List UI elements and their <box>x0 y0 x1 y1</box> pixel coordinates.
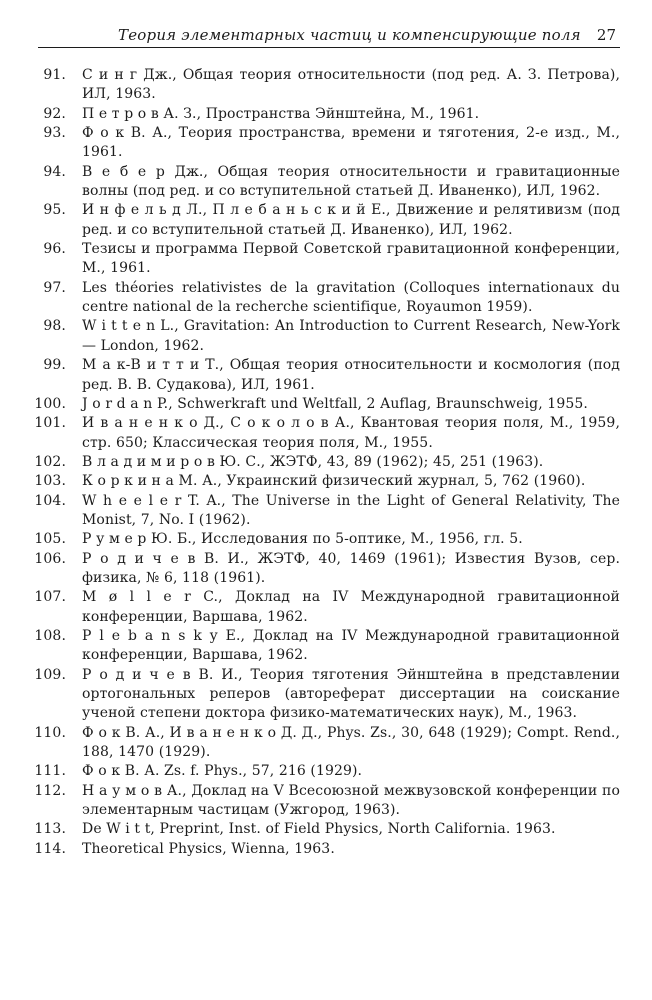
reference-text: И в а н е н к о Д., С о к о л о в А., Квантовая теория поля, М., 1959, стр. 650; Классическая теория поля, М., 1955. <box>82 415 620 451</box>
reference-number: 107. <box>34 589 66 606</box>
reference-text: M ø l l e r C., Доклад на IV Международной гравитационной конференции, Варшава, 1962. <box>82 589 620 625</box>
reference-number: 111. <box>34 763 66 780</box>
reference-text: Р о д и ч е в В. И., Теория тяготения Эйнштейна в представлении ортогональных реперов (автореферат диссертации на соискание ученой степени доктора физико-математических наук), М., 1963. <box>82 666 620 722</box>
reference-text: Theoretical Physics, Wienna, 1963. <box>82 840 335 857</box>
reference-text: С и н г Дж., Общая теория относительности (под ред. А. З. Петрова), ИЛ, 1963. <box>82 67 620 103</box>
running-title: Теория элементарных частиц и компенсирующие поля <box>118 26 581 44</box>
reference-number: 103. <box>34 473 66 490</box>
reference-number: 98. <box>43 318 66 335</box>
reference-number: 93. <box>43 125 66 142</box>
reference-number: 96. <box>43 241 66 258</box>
reference-item <box>30 492 620 531</box>
reference-text: В л а д и м и р о в Ю. С., ЖЭТФ, 43, 89 (1962); 45, 251 (1963). <box>82 453 544 470</box>
reference-item <box>30 820 620 839</box>
reference-item <box>30 66 620 105</box>
reference-text: W i t t e n L., Gravitation: An Introduction to Current Research, New-York — London, 1962. <box>82 318 620 354</box>
reference-number: 114. <box>34 840 66 857</box>
reference-text: П е т р о в А. З., Пространства Эйнштейна, М., 1961. <box>82 105 480 122</box>
reference-text: В е б е р Дж., Общая теория относительности и гравитационные волны (под ред. и со вступительной статьей Д. Иваненко), ИЛ, 1962. <box>82 163 620 200</box>
reference-item <box>30 840 620 859</box>
reference-item <box>30 395 620 414</box>
reference-item <box>30 627 620 666</box>
reference-number: 92. <box>43 105 66 122</box>
reference-list <box>30 66 620 859</box>
reference-item <box>30 472 620 491</box>
reference-number: 106. <box>34 550 66 567</box>
reference-number: 108. <box>34 627 66 644</box>
reference-text: Тезисы и программа Первой Советской гравитационной конференции, М., 1961. <box>82 241 620 277</box>
reference-text: Ф о к В. А. Zs. f. Phys., 57, 216 (1929). <box>82 763 363 780</box>
reference-item <box>30 453 620 472</box>
reference-text: К о р к и н а М. А., Украинский физический журнал, 5, 762 (1960). <box>82 473 586 490</box>
reference-item <box>30 666 620 724</box>
reference-item <box>30 279 620 318</box>
reference-item <box>30 317 620 356</box>
reference-number: 101. <box>34 415 66 432</box>
reference-number: 110. <box>34 724 66 741</box>
reference-item <box>30 356 620 395</box>
reference-text: Ф о к В. А., Теория пространства, времени и тяготения, 2-е изд., М., 1961. <box>82 125 620 161</box>
running-head <box>38 26 620 46</box>
reference-item <box>30 588 620 627</box>
reference-number: 104. <box>34 492 66 509</box>
reference-number: 99. <box>43 357 66 374</box>
reference-text: J o r d a n P., Schwerkraft und Weltfall, 2 Auflag, Braunschweig, 1955. <box>82 395 588 412</box>
reference-item <box>30 724 620 763</box>
reference-item <box>30 240 620 279</box>
reference-text: Les théories relativistes de la gravitation (Colloques internationaux du centre national de la recherche scientifique, Royaumon 1959). <box>82 279 620 316</box>
reference-number: 95. <box>43 202 66 219</box>
reference-item <box>30 550 620 589</box>
reference-number: 109. <box>34 666 66 683</box>
reference-item <box>30 414 620 453</box>
reference-text: De W i t t, Preprint, Inst. of Field Physics, North California. 1963. <box>82 821 556 838</box>
reference-number: 105. <box>34 531 66 548</box>
reference-number: 102. <box>34 453 66 470</box>
reference-number: 100. <box>34 395 66 412</box>
reference-number: 94. <box>43 163 66 180</box>
reference-text: W h e e l e r T. A., The Universe in the Light of General Relativity, The Monist, 7, No. I (1962). <box>82 492 620 528</box>
reference-number: 91. <box>43 67 66 83</box>
page-number: 27 <box>596 26 616 44</box>
reference-item <box>30 762 620 781</box>
reference-number: 112. <box>34 782 66 799</box>
reference-item <box>30 782 620 821</box>
reference-text: Ф о к В. А., И в а н е н к о Д. Д., Phys. Zs., 30, 648 (1929); Compt. Rend., 188, 1470 (1929). <box>82 724 620 761</box>
header-rule <box>38 47 620 48</box>
reference-item <box>30 124 620 163</box>
reference-item <box>30 530 620 549</box>
reference-text: Н а у м о в А., Доклад на V Всесоюзной межвузовской конференции по элементарным частицам (Ужгород, 1963). <box>82 782 620 819</box>
reference-text: P l e b a n s k y E., Доклад на IV Международной гравитационной конференции, Варшава, 1962. <box>82 627 620 664</box>
reference-item <box>30 163 620 202</box>
reference-text: И н ф е л ь д Л., П л е б а н ь с к и й Е., Движение и релятивизм (под ред. и со вступительной статьей Д. Иваненко), ИЛ, 1962. <box>82 202 620 238</box>
reference-number: 113. <box>34 821 66 838</box>
reference-text: Р о д и ч е в В. И., ЖЭТФ, 40, 1469 (1961); Известия Вузов, сер. физика, № 6, 118 (1961). <box>82 550 620 586</box>
reference-text: М а к-В и т т и Т., Общая теория относительности и космология (под ред. В. В. Судакова), ИЛ, 1961. <box>82 357 620 393</box>
reference-text: Р у м е р Ю. Б., Исследования по 5-оптике, М., 1956, гл. 5. <box>82 531 523 548</box>
reference-number: 97. <box>43 279 66 296</box>
reference-item <box>30 105 620 124</box>
reference-item <box>30 201 620 240</box>
